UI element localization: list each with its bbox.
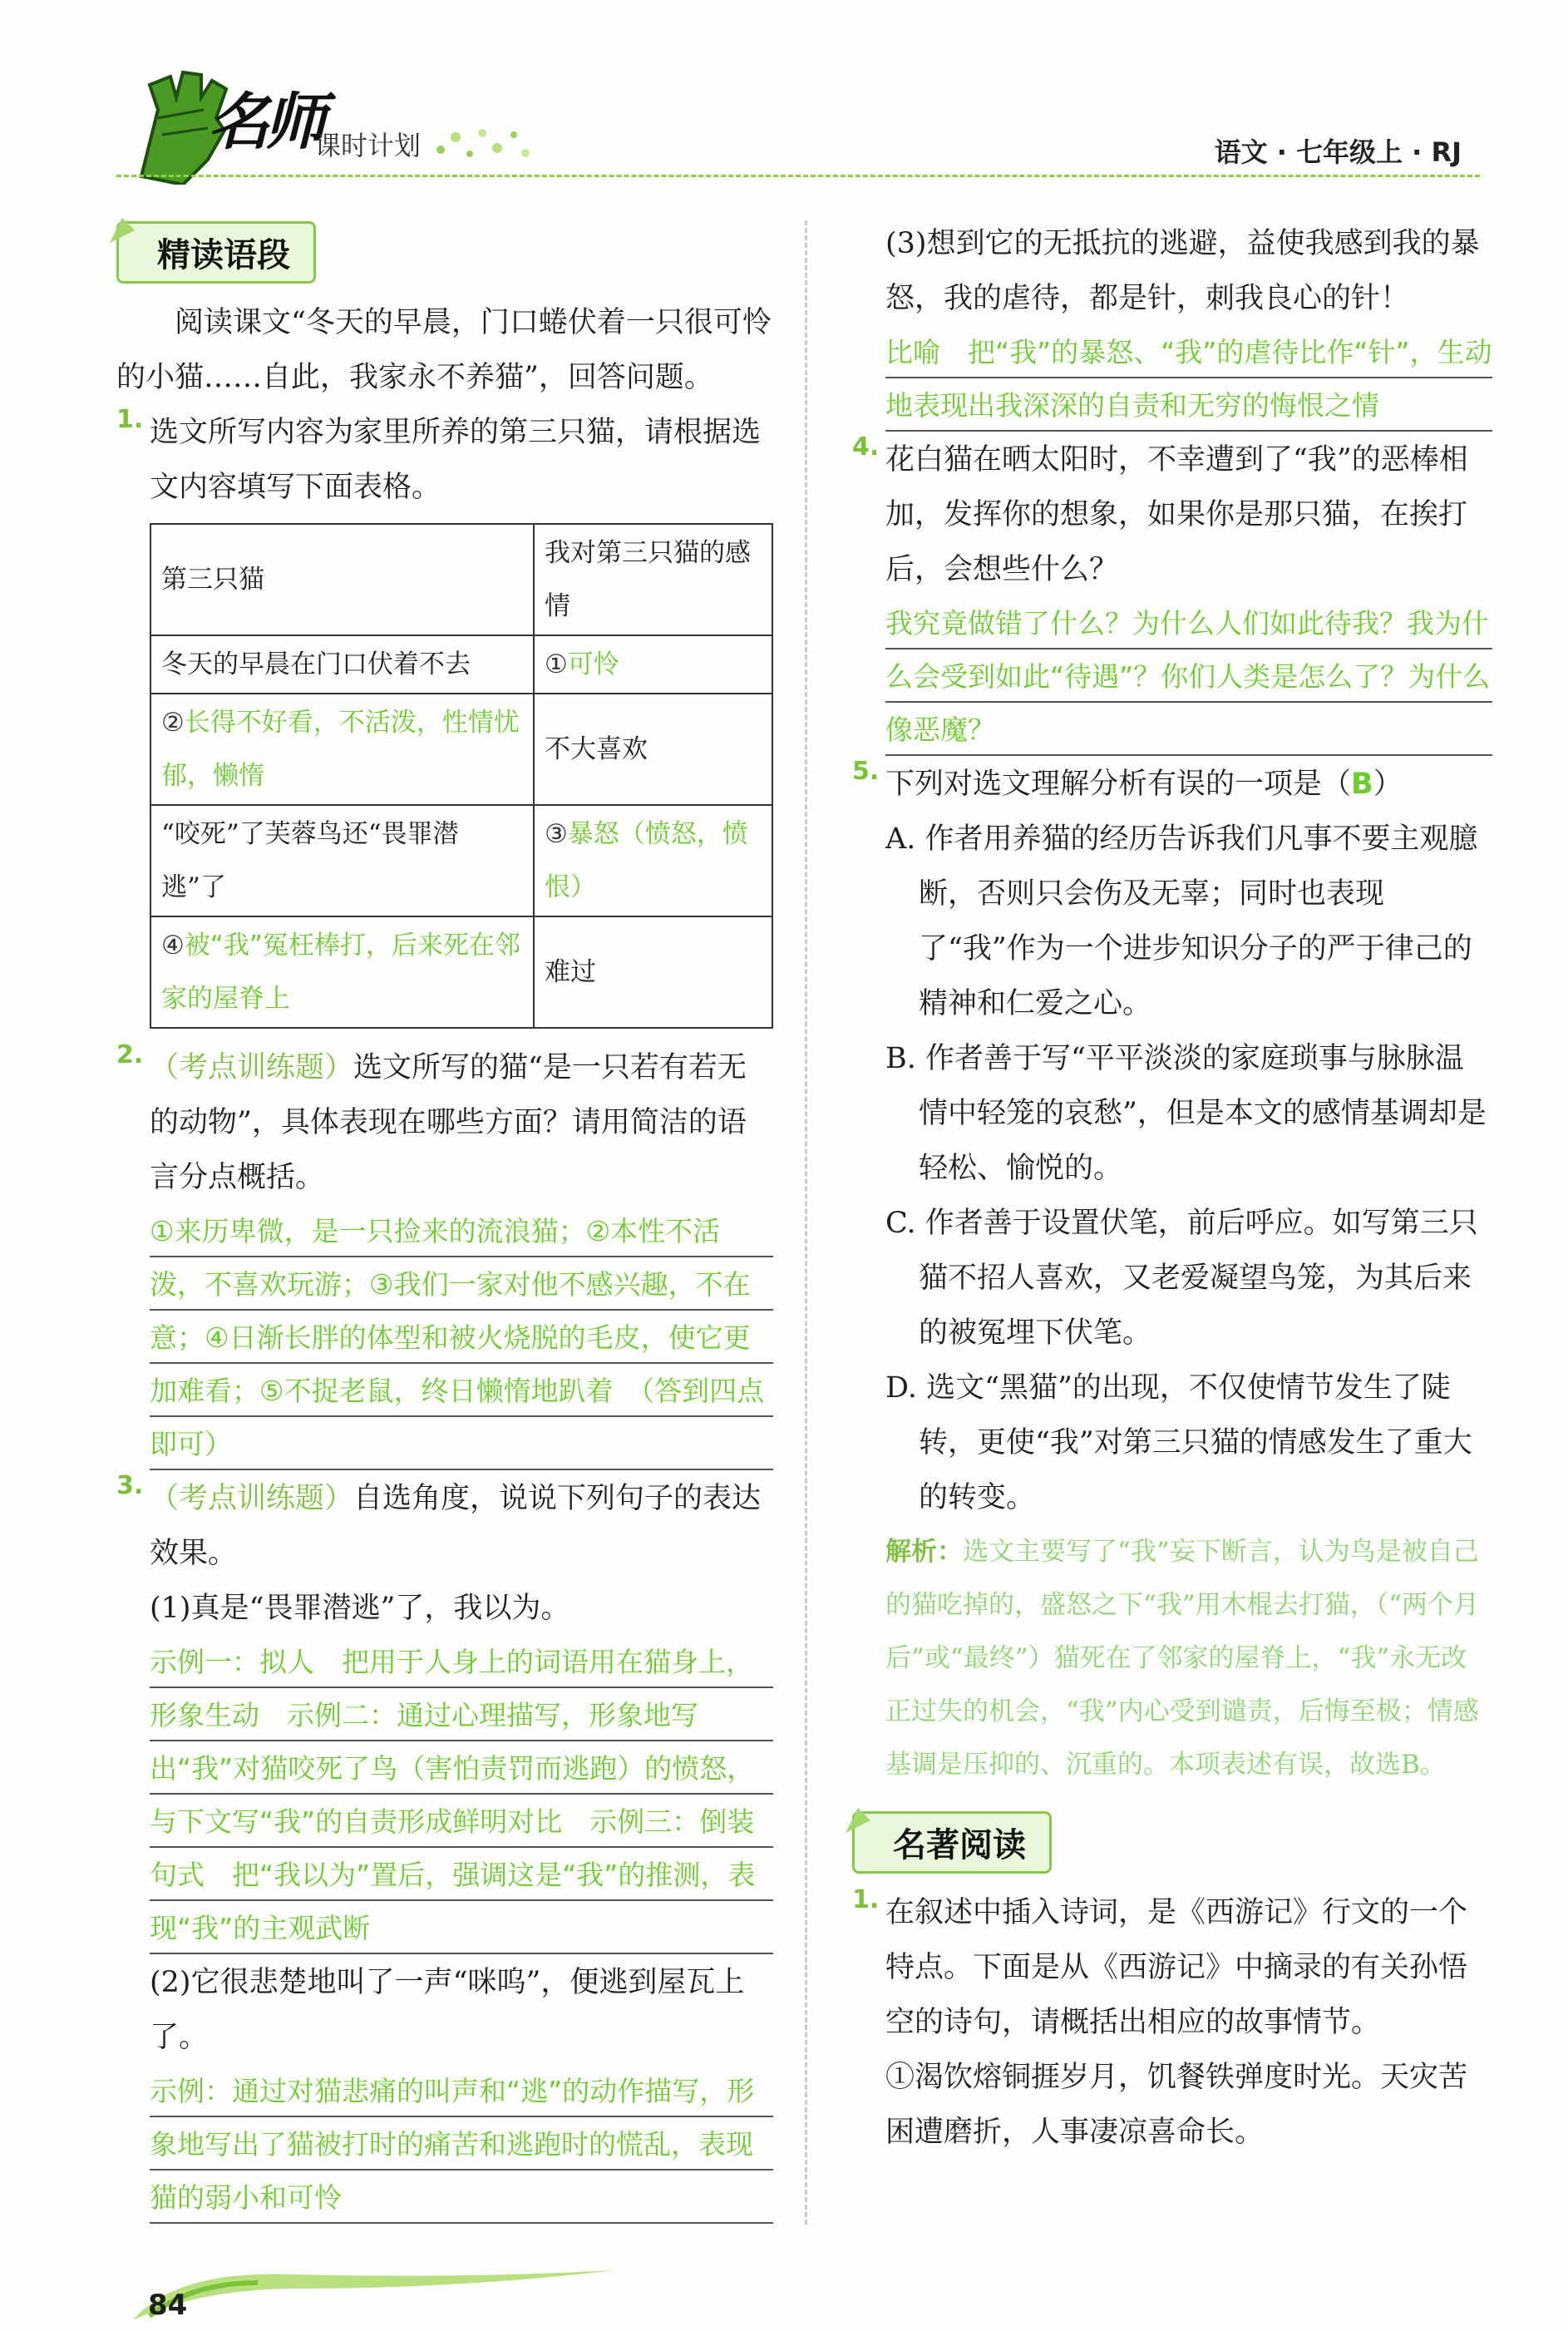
question-number: 2. [116, 1040, 144, 1069]
brand-title: 名师 [208, 86, 321, 158]
answer-block: ①来历卑微，是一只捡来的流浪猫；②本性不活泼，不喜欢玩游；③我们一家对他不感兴趣，不在意；④日渐长胖的体型和被火烧脱的毛皮，使它更加难看；⑤不捉老鼠，终日懒惰地趴着 （答到四点即可） [150, 1205, 773, 1471]
page-number: 84 [148, 2289, 188, 2322]
right-column [852, 216, 1492, 2160]
question-text: 自选角度，说说下列句子的表达效果。 [150, 1482, 762, 1570]
question-tag: （考点训练题） [150, 1051, 354, 1084]
section-banner-reading [116, 221, 316, 284]
footer-swoosh-icon [125, 2237, 624, 2329]
question-number: 1. [116, 405, 144, 434]
header-divider [116, 175, 1480, 177]
question-2 [116, 1040, 773, 1205]
question-text: 下列对选文理解分析有误的一项是（ [885, 768, 1352, 801]
table-row [150, 805, 772, 916]
question-tag: （考点训练题） [150, 1482, 354, 1515]
answer-block: 示例一：拟人 把用于人身上的词语用在猫身上，形象生动 示例二：通过心理描写，形象地写出“我”对猫咬死了鸟（害怕责罚而逃跑）的愤怒，与下文写“我”的自责形成鲜明对比 示例三：倒装句式 把“我以为”置后，强调这是“我”的推测，表现“我”的主观武断 [150, 1636, 773, 1955]
sub-question: (2)它很悲楚地叫了一声“咪呜”，便逃到屋瓦上了。 [150, 1966, 745, 2054]
table-cell: ①可怜 [534, 635, 772, 694]
analysis-text: 选文主要写了“我”妄下断言，认为鸟是被自己的猫吃掉的，盛怒之下“我”用木棍去打猫，（“两个月后”或“最终”）猫死在了邻家的屋脊上，“我”永无改正过失的机会，“我”内心受到谴责，后悔至极；情感基调是压抑的、沉重的。本项表述有误，故选B。 [885, 1537, 1480, 1780]
table-cell: “咬死”了芙蓉鸟还“畏罪潜逃”了 [150, 805, 534, 916]
option-a: A. 作者用养猫的经历告诉我们凡事不要主观臆断，否则只会伤及无辜；同时也表现了“我”作为一个进步知识分子的严于律己的精神和仁爱之心。 [885, 822, 1478, 1020]
section-banner-classics [852, 1811, 1052, 1874]
table-header-cell: 第三只猫 [150, 524, 534, 635]
table-cell: ②长得不好看，不活泼，性情忧郁，懒惰 [150, 694, 534, 805]
table-cell: ③暴怒（愤怒，愤恨） [534, 805, 772, 916]
answer-text: 可怜 [567, 649, 619, 679]
answer-block: 我究竟做错了什么？为什么人们如此待我？我为什么会受到如此“待遇”？你们人类是怎么了？为什么像恶魔？ [885, 597, 1492, 757]
column-divider [805, 220, 807, 2225]
question-number: 1. [852, 1885, 880, 1914]
banner-flag-icon [106, 214, 139, 247]
sub-question: (1)真是“畏罪潜逃”了，我以为。 [150, 1592, 570, 1625]
question-1 [116, 405, 773, 515]
banner-flag-icon [841, 1804, 875, 1837]
table-cell: ④被“我”冤枉棒打，后来死在邻家的屋脊上 [150, 916, 534, 1028]
answer-text: 长得不好看，不活泼，性情忧郁，懒惰 [161, 708, 520, 791]
intro-text: 阅读课文“冬天的早晨，门口蜷伏着一只很可怜的小猫……自此，我家永不养猫”，回答问题。 [116, 306, 772, 394]
left-column [116, 216, 773, 2225]
cat-table [150, 523, 773, 1029]
option-d: D. 选文“黑猫”的出现，不仅使情节发生了陡转，更使“我”对第三只猫的情感发生了重大的转变。 [885, 1371, 1472, 1514]
table-header-row [150, 524, 772, 635]
table-row [150, 916, 772, 1028]
question-3 [116, 1471, 773, 1581]
analysis-label: 解析： [885, 1537, 963, 1567]
table-cell: 难过 [534, 916, 772, 1028]
question-text: 在叙述中插入诗词，是《西游记》行文的一个特点。下面是从《西游记》中摘录的有关孙悟空的诗句，请概括出相应的故事情节。 [885, 1896, 1468, 2039]
option-c: C. 作者善于设置伏笔，前后呼应。如写第三只猫不招人喜欢，又老爱凝望鸟笼，为其后来的被冤埋下伏笔。 [885, 1207, 1478, 1350]
poem-text: ①渴饮熔铜捱岁月，饥餐铁弹度时光。天灾苦困遭磨折，人事凄凉喜命长。 [885, 2061, 1468, 2149]
classics-question-1 [852, 1885, 1492, 2160]
decorative-dots-icon [432, 116, 532, 166]
question-number: 5. [852, 757, 880, 786]
table-row [150, 694, 772, 805]
table-cell: 冬天的早晨在门口伏着不去 [150, 635, 534, 694]
table-header-cell: 我对第三只猫的感情 [534, 524, 772, 635]
section-title: 名著阅读 [893, 1826, 1026, 1864]
question-text: 选文所写内容为家里所养的第三只猫，请根据选文内容填写下面表格。 [150, 416, 762, 504]
subject-grade: 语文 · 七年级上 · RJ [1214, 136, 1462, 168]
analysis-block [885, 1525, 1492, 1791]
table-row [150, 635, 772, 694]
question-text: 花白猫在晒太阳时，不幸遭到了“我”的恶棒相加，发挥你的想象，如果你是那只猫，在挨打后，会想些什么？ [885, 443, 1468, 586]
section-title: 精读语段 [157, 236, 290, 274]
table-cell: 不大喜欢 [534, 694, 772, 805]
question-4 [852, 432, 1492, 597]
sub-question: (3)想到它的无抵抗的逃避，益使我感到我的暴怒，我的虐待，都是针，刺我良心的针！ [885, 227, 1480, 315]
answer-block: 比喻 把“我”的暴怒、“我”的虐待比作“针”，生动地表现出我深深的自责和无穷的悔恨之情 [885, 326, 1492, 432]
question-number: 4. [852, 432, 880, 462]
answer-block: 示例：通过对猫悲痛的叫声和“逃”的动作描写，形象地写出了猫被打时的痛苦和逃跑时的慌乱，表现猫的弱小和可怜 [150, 2065, 773, 2225]
option-b: B. 作者善于写“平平淡淡的家庭琐事与脉脉温情中轻笼的哀愁”，但是本文的感情基调却是轻松、愉悦的。 [885, 1042, 1487, 1185]
answer-text: 暴怒（愤怒，愤恨） [545, 819, 748, 902]
question-number: 3. [116, 1471, 144, 1500]
choice-answer: B [1351, 768, 1373, 801]
question-5: 5. 下列对选文理解分析有误的一项是（B） [852, 757, 1403, 801]
brand-subtitle: 课时计划 [314, 130, 422, 161]
answer-text: 被“我”冤枉棒打，后来死在邻家的屋脊上 [161, 931, 520, 1014]
question-text: 选文所写的猫“是一只若有若无的动物”，具体表现在哪些方面？请用简洁的语言分点概括。 [150, 1051, 747, 1194]
